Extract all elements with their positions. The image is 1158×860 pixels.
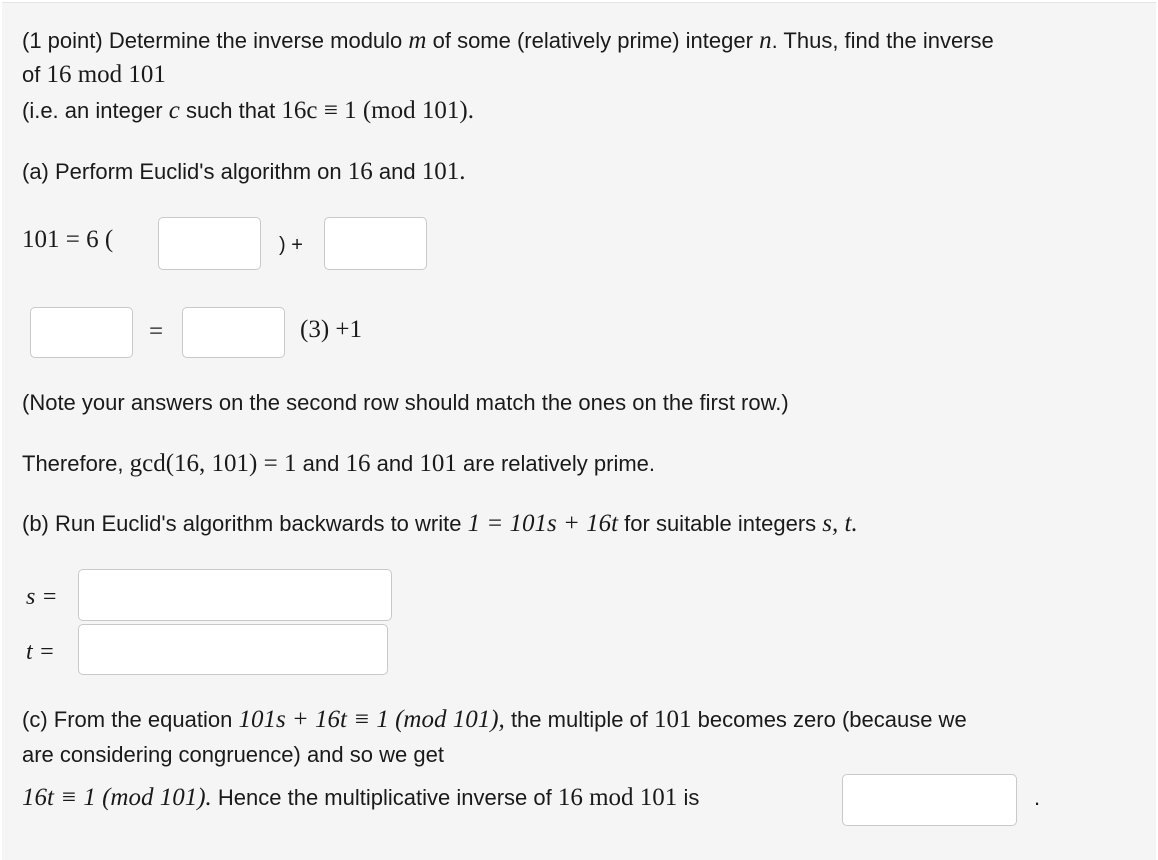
euclid-answer-1[interactable] (158, 217, 261, 270)
therefore-line (22, 450, 655, 478)
s-label: s = (26, 584, 58, 610)
intro-lead: (1 point) Determine the inverse modulo (22, 28, 403, 53)
intro-expr: 16 mod 101 (46, 61, 166, 88)
therefore-101: 101 (419, 450, 457, 477)
part-a-period: . (459, 158, 466, 185)
gcd-expr: gcd(16, 101) = 1 (129, 450, 297, 477)
part-c-is: is (683, 785, 700, 810)
t-label: t = (26, 639, 55, 665)
part-b-for-suitable: for suitable integers (624, 511, 817, 536)
part-c-hence: Hence the multiplicative inverse of (217, 785, 552, 810)
part-a-101: 101 (421, 158, 460, 185)
part-c-line-1 (22, 706, 967, 734)
intro-line-3 (22, 97, 474, 125)
part-c-line-3 (22, 784, 699, 812)
row2-eq: = (149, 318, 164, 345)
part-c-the-multiple: the multiple of (510, 707, 648, 732)
part-c-period: . (1034, 785, 1041, 810)
var-c: c (168, 97, 180, 124)
intro-of-some: of some (relatively prime) integer (432, 28, 753, 53)
row1-mid: ) + (279, 234, 303, 256)
var-m: m (408, 27, 427, 54)
therefore-rel-prime: are relatively prime. (463, 451, 655, 476)
row2-right: (3) +1 (300, 316, 362, 343)
part-a-16: 16 (347, 158, 373, 185)
therefore-16: 16 (345, 450, 371, 477)
intro-ie: (i.e. an integer (22, 98, 163, 123)
intro-line-2 (22, 61, 166, 89)
part-c-line-2: are considering congruence) and so we get (22, 742, 444, 767)
part-a-and: and (378, 159, 416, 184)
euclid-answer-2[interactable] (324, 217, 427, 270)
part-c-101: 101 (654, 706, 692, 733)
inverse-input[interactable] (842, 774, 1017, 826)
part-a-heading (22, 158, 466, 186)
intro-of: of (22, 62, 41, 87)
euclid-answer-3[interactable] (30, 307, 133, 358)
euclid-answer-4[interactable] (182, 307, 285, 358)
intro-thus: . Thus, find the inverse (771, 28, 994, 53)
part-c-becomes-zero: becomes zero (because we (697, 707, 967, 732)
intro-such-that: such that (186, 98, 276, 123)
part-c-cong: 16t ≡ 1 (mod 101). (22, 784, 212, 811)
s-input[interactable] (78, 569, 392, 621)
part-c-expr: 16 mod 101 (557, 784, 678, 811)
part-b-vars: s, t. (822, 510, 858, 537)
part-b-lead: (b) Run Euclid's algorithm backwards to write (22, 511, 462, 536)
var-n: n (759, 27, 772, 54)
part-a-note: (Note your answers on the second row should match the ones on the first row.) (22, 390, 789, 415)
intro-congruence: 16c ≡ 1 (mod 101). (281, 97, 474, 124)
part-b-equation: 1 = 101s + 16t (467, 510, 619, 537)
therefore-and: and (302, 451, 340, 476)
row1-left: 101 = 6 ( (22, 226, 114, 253)
part-c-equation: 101s + 16t ≡ 1 (mod 101), (238, 706, 505, 733)
t-input[interactable] (78, 624, 388, 675)
therefore-text: Therefore, (22, 451, 124, 476)
intro-line-1 (22, 27, 994, 55)
part-a-lead: (a) Perform Euclid's algorithm on (22, 159, 342, 184)
part-c-lead: (c) From the equation (22, 707, 233, 732)
therefore-and-2: and (376, 451, 414, 476)
part-b-heading (22, 510, 858, 538)
problem-panel (2, 2, 1156, 860)
